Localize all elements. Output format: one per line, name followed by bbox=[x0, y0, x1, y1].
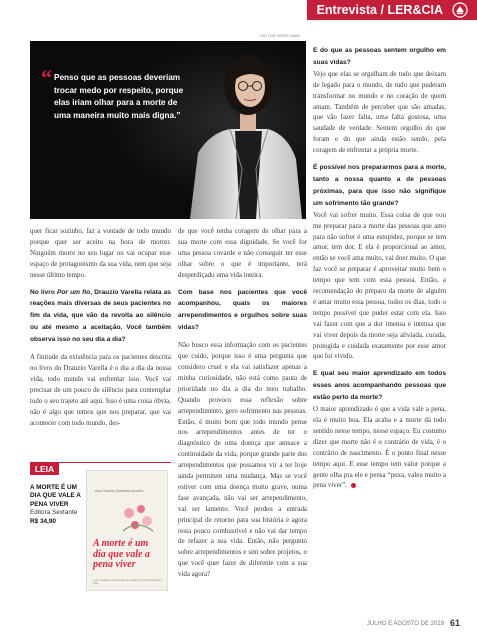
paragraph: de que você tenha coragem de olhar para a sua morte com essa dignidade. Se você for uma pessoa covarde e não conseguir ter esse olhar sobre o que é importante, terá desperdiçado uma vida inteira. bbox=[178, 227, 307, 279]
pull-quote-text: Penso que as pessoas deveriam trocar medo por respeito, porque elas iriam olhar para a morte de uma maneira muito mais digna.” bbox=[54, 73, 184, 120]
book-cover-subtitle: e um excelente motivo para se buscar um novo olhar para a vida bbox=[93, 579, 163, 585]
paragraph: Vejo que elas se orgulham de tudo que deixam de legado para o mundo, de tudo que puderam transformar no mundo e no coração de quem amam. Também de perceber que são amadas, que vão fazer falta, uma falta gostosa, uma saudade de verdade. Sentem orgulho do que foram e do que ainda estão sendo, pela coragem de enfrentar a própria morte. bbox=[313, 69, 446, 155]
paragraph: A finitude da existência para os pacientes descrita no livro do Drauzio Varella é o dia a dia da nossa vida, todo mundo vai enfrentar isso. Você vai precisar de um pouco de silêncio para contemplar todo o seu trajeto até aqui. Isso é uma coisa óbvia, não é algo que temos que nos preparar, que vai acontecer com todo mundo, des- bbox=[30, 353, 171, 427]
interview-question: É possível nos prepararmos para a morte, tanto a nossa quanto a de pessoas próximas, para que isso não signifique um sofrimento tão grande? bbox=[313, 164, 446, 207]
page-number: 61 bbox=[449, 618, 460, 628]
interview-question: Com base nos pacientes que você acompanhou, quais os maiores arrependimentos e orgulhos sobre suas vidas? bbox=[178, 288, 307, 332]
issue-date: JULHO E AGOSTO DE 2019 bbox=[366, 621, 444, 627]
quote-mark-icon: “ bbox=[41, 65, 52, 90]
book-title: A MORTE É UM DIA QUE VALE A PENA VIVER bbox=[30, 484, 81, 508]
paragraph: Não busco essa informação com os pacientes que cuido, porque isso é uma pergunta que considero cruel e ela vai satisfazer apenas a minha curiosidade, não está como pauta de prioridade no dia a dia do meu trabalho. Quando provoco essa reflexão sobre arrependimento, gero sofrimento nas pessoas. Então, é muito bom que todo mundo pense nos arrependimentos antes de ter o diagnóstico de uma doença que ameace a continuidade da vida, porque grande parte dos arrependimentos que possamos vir a ter hoje ainda permitem uma mudança. Mas se você estiver com uma doença muito grave, numa fase avançada, não vai ser arrependimento, vai ser lamento. Você perdeu a entrada principal de retorno para sua história e agora resta pouco combustível e não vai dar tempo de refazer a sua vida. Então, não pergunto sobre arrependimentos e sim sobre projetos, o que você quer fazer de diferente com a sua vida agora? bbox=[178, 341, 307, 579]
book-publisher: Editora Sextante bbox=[30, 509, 78, 517]
book-cover-title: A morte é um dia que vale a pena viver bbox=[93, 538, 150, 570]
section-header bbox=[307, 0, 477, 20]
paragraph: O maior aprendizado é que a vida vale a pena, ela é muito boa. Ela acaba e a morte dá todo sentido nesse tempo, nesse espaço. Eu costumo dizer que morte não é o contrário de vida, é o contrário de nascimento. É o ponto final nesse tempo aqui. E esse tempo tem valor porque a gente olha pra ele e pensa “puxa, valeu muito a pena viver”. bbox=[313, 405, 446, 490]
brand-logo-icon bbox=[452, 2, 468, 18]
portrait-photo bbox=[30, 41, 306, 219]
article-column-1 bbox=[30, 226, 171, 434]
flower-icon bbox=[117, 501, 157, 537]
article-column-2 bbox=[178, 226, 307, 586]
brand-label: LER&CIA bbox=[387, 3, 443, 17]
book-price: R$ 34,90 bbox=[30, 517, 56, 525]
paragraph: quer ficar sozinho, faz a vontade de todo mundo porque quer ser aceito na hora de morrer. Ninguém morre no seu lugar ou vai ocupar esse espaço de protagonismo da sua vida, nem que seja nesse último tempo. bbox=[30, 227, 171, 279]
photo-credit: VICTOR MORIYAMA bbox=[260, 34, 301, 38]
book-info bbox=[30, 484, 82, 526]
interview-question: E do que as pessoas sentem orgulho em suas vidas? bbox=[313, 47, 446, 66]
book-cover bbox=[86, 470, 168, 591]
section-label: Entrevista bbox=[316, 3, 378, 17]
header-separator: / bbox=[377, 3, 388, 17]
portrait-illustration bbox=[30, 41, 306, 219]
leia-tag: LEIA bbox=[30, 463, 59, 475]
end-mark-icon bbox=[351, 483, 356, 488]
book-cover-author: Ana Claudia Quintana Arantes bbox=[95, 489, 144, 493]
pull-quote bbox=[41, 65, 194, 122]
paragraph: Você vai sofrer muito. Essa coisa de que vou me preparar para a morte das pessoas que amo para não sofrer é uma estupidez, porque se tem amor, tem dor. E ela é proporcional ao amor, então se você ama muito, vai doer muito. O que faz você se preparar é aproveitar muito bem o tempo que tem com essa pessoa. Então, a recomendação do preparo da morte de alguém é amar muito essa pessoa, todos os dias, todo o tempo possível que puder estar com ela. Isso vai fazer com que a dor imensa e intensa que vai viver depois da morte seja aliviada, curada, protegida e cuidada exatamente por esse amor que foi vivido. bbox=[313, 210, 446, 361]
article-column-3 bbox=[313, 45, 446, 497]
interview-question: No livro Por um fio, Drauzio Varella relata as reações mais diversas de seus pacientes no fim da vida, que vão da revolta ao silêncio ou até mesmo a aceitação. Você também observa isso no seu dia a dia? bbox=[30, 288, 171, 344]
interview-question: E qual seu maior aprendizado em todos esses anos acompanhando pessoas que estão perto da morte? bbox=[313, 370, 446, 402]
